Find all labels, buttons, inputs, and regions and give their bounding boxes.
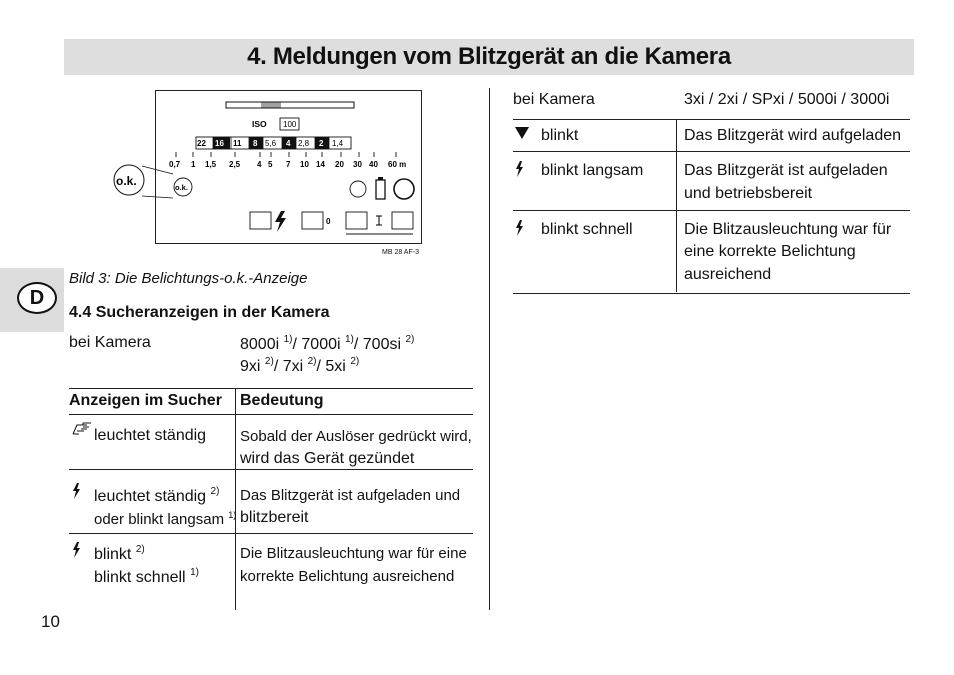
right-row2-meaning-line2: und betriebsbereit	[684, 185, 813, 202]
scale-label: 5	[268, 160, 273, 169]
hand-pointer-icon	[72, 422, 92, 436]
row1-meaning-line2: wird das Gerät gezündet	[240, 450, 415, 467]
camera-label: bei Kamera	[69, 334, 151, 351]
right-row3-indicator: blinkt schnell	[541, 221, 633, 238]
right-camera-models: 3xi / 2xi / SPxi / 5000i / 3000i	[684, 91, 890, 108]
row3-indicator-text: blinkt	[94, 546, 132, 563]
table-top-rule	[69, 388, 473, 389]
camera-models-line2: 9xi	[240, 358, 265, 375]
row3-meaning-line2: korrekte Belichtung ausreichend	[240, 568, 455, 585]
scale-label: 10	[300, 160, 309, 169]
flash-icon	[515, 220, 524, 236]
aperture-cell: 1,4	[332, 139, 344, 148]
aperture-cell: 5,6	[265, 139, 277, 148]
ok-large-label: o.k.	[116, 174, 137, 188]
right-row2-indicator: blinkt langsam	[541, 162, 644, 179]
scale-label: 7	[286, 160, 291, 169]
table-rule	[69, 469, 473, 470]
table-column-rule	[235, 388, 236, 610]
page-title: 4. Meldungen vom Blitzgerät an die Kamera	[247, 43, 731, 70]
row2-indicator-line2: oder blinkt langsam $^{1)}$	[94, 510, 237, 528]
iso-label: ISO	[252, 119, 267, 129]
row3-indicator-line2: blinkt schnell $^{1)}$	[94, 567, 199, 586]
scale-label: 14	[316, 160, 325, 169]
row3-indicator-text2: blinkt schnell	[94, 569, 186, 586]
flash-icon	[72, 542, 81, 558]
right-row3-meaning-line2: eine korrekte Belichtung	[684, 243, 856, 260]
iso-value: 100	[283, 120, 297, 129]
table-rule	[69, 414, 473, 415]
row1-indicator: leuchtet ständig	[94, 427, 207, 444]
scale-label: 1	[191, 160, 196, 169]
table-bottom-rule	[513, 293, 910, 294]
row1-meaning-line1: Sobald der Auslöser gedrückt wird,	[240, 428, 472, 445]
row2-meaning-line2: blitzbereit	[240, 509, 309, 526]
aperture-cell: 11	[233, 139, 242, 148]
scale-label: 20	[335, 160, 344, 169]
column-divider	[489, 88, 490, 610]
ok-small-label: o.k.	[175, 183, 188, 192]
scale-label: 4	[257, 160, 262, 169]
figure-ref: MB 28 AF-3	[382, 249, 419, 256]
row2-indicator-text: leuchtet ständig	[94, 488, 207, 505]
aperture-cell: 16	[215, 139, 224, 148]
scale-label: 60 m	[388, 160, 407, 169]
col-header-meaning: Bedeutung	[240, 392, 324, 409]
flash-icon	[72, 483, 81, 499]
scale-label: 1,5	[205, 160, 217, 169]
scale-label: 2,5	[229, 160, 241, 169]
scale-label: 0,7	[169, 160, 181, 169]
row2-indicator-text2: oder blinkt langsam	[94, 511, 225, 528]
camera-models-2: 9xi $^{2)}$/ 7xi $^{2)}$/ 5xi $^{2)}$	[240, 356, 360, 375]
right-row1-indicator: blinkt	[541, 127, 579, 144]
ok-callout	[108, 160, 228, 210]
page-number: 10	[41, 612, 60, 631]
right-row1-meaning: Das Blitzgerät wird aufgeladen	[684, 127, 902, 144]
camera-models-line1: 8000i	[240, 336, 284, 353]
row3-indicator-line1: blinkt $^{2)}$	[94, 544, 145, 563]
table-rule	[513, 210, 910, 211]
col-header-indicator: Anzeigen im Sucher	[69, 392, 222, 409]
aperture-cell: 2	[319, 139, 324, 148]
section-heading: 4.4 Sucheranzeigen in der Kamera	[69, 304, 330, 321]
right-row3-meaning-line3: ausreichend	[684, 266, 772, 283]
row3-meaning-line1: Die Blitzausleuchtung war für eine	[240, 545, 467, 562]
zero-label: 0	[326, 217, 331, 226]
table-column-rule	[676, 119, 677, 292]
table-rule	[513, 151, 910, 152]
table-rule	[69, 533, 473, 534]
aperture-cell: 8	[253, 139, 258, 148]
flash-icon	[515, 161, 524, 177]
right-camera-label: bei Kamera	[513, 91, 595, 108]
scale-label: 40	[369, 160, 378, 169]
camera-models: 8000i $^{1)}$/ 7000i $^{1)}$/ 700si $^{2)}$	[240, 334, 415, 353]
scale-label: 30	[353, 160, 362, 169]
figure-caption: Bild 3: Die Belichtungs-o.k.-Anzeige	[69, 270, 308, 287]
right-row3-meaning-line1: Die Blitzausleuchtung war für	[684, 221, 892, 238]
row2-indicator-line1: leuchtet ständig $^{2)}$	[94, 486, 220, 505]
aperture-cell: 22	[197, 139, 206, 148]
aperture-cell: 4	[286, 139, 291, 148]
triangle-down-icon	[515, 127, 529, 139]
table-top-rule	[513, 119, 910, 120]
row2-meaning-line1: Das Blitzgerät ist aufgeladen und	[240, 487, 461, 504]
right-row2-meaning-line1: Das Blitzgerät ist aufgeladen	[684, 162, 888, 179]
aperture-cell: 2,8	[298, 139, 310, 148]
language-badge: D	[17, 282, 57, 314]
